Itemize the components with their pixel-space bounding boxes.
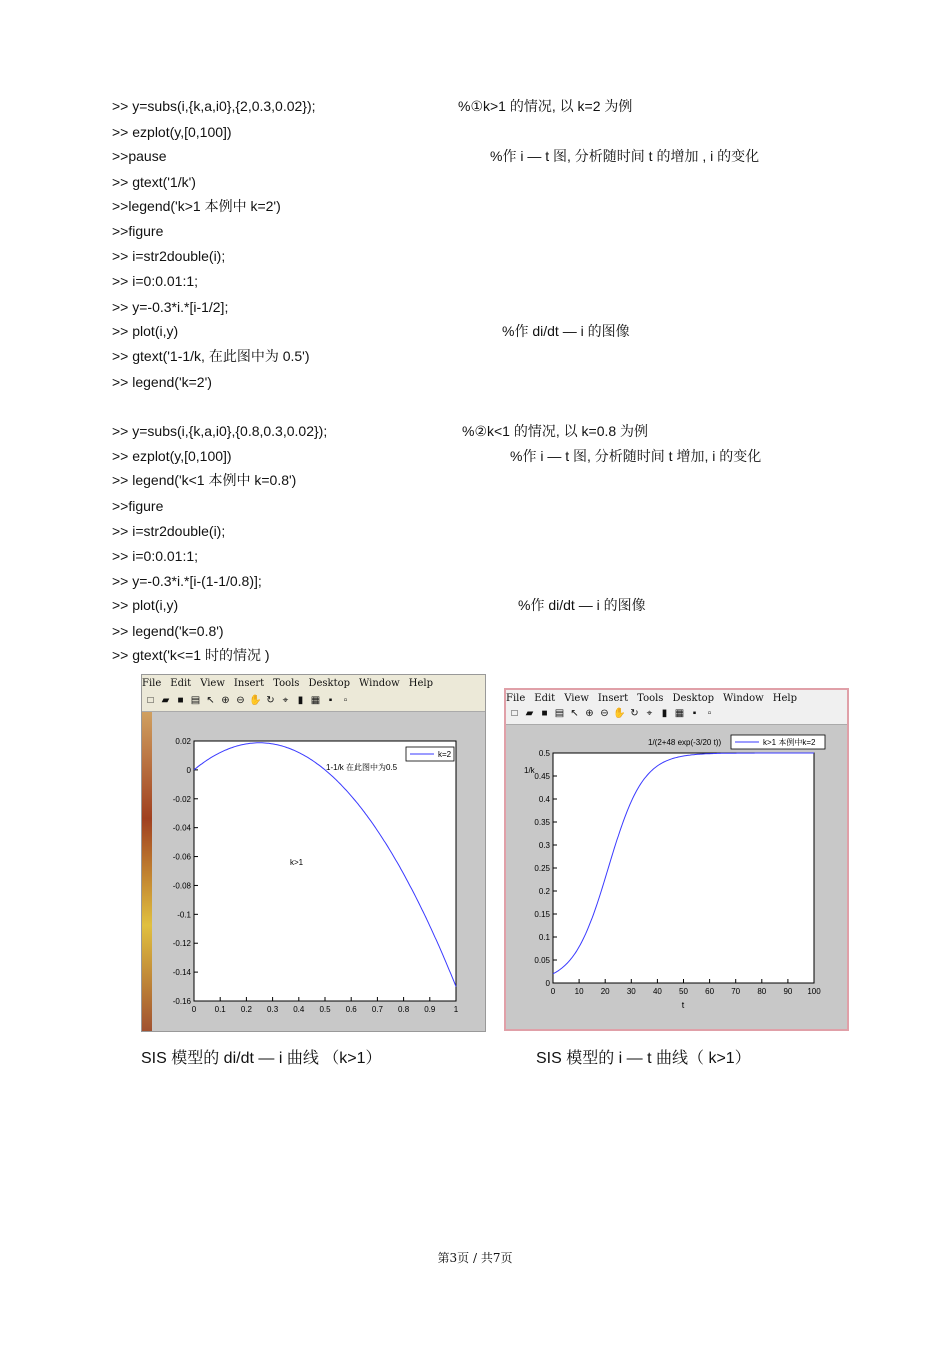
datacursor-icon[interactable]: ⌖ [282, 695, 289, 706]
show-icon[interactable]: ▫ [343, 695, 348, 706]
page-footer: 第3页 / 共7页 [437, 1251, 513, 1265]
chart-title: 1/(2+48 exp(-3/20 t)) [648, 738, 722, 747]
x-tick-label: 0.2 [240, 1005, 252, 1014]
code-line: >> ezplot(y,[0,100]) [112, 124, 232, 140]
y-tick-label: 0.4 [538, 795, 550, 804]
colorbar-icon[interactable]: ▮ [661, 708, 668, 719]
x-tick-label: 50 [679, 987, 688, 996]
desktop-strip [142, 712, 152, 1032]
x-tick-label: 80 [757, 987, 767, 996]
x-tick-label: 0.9 [424, 1005, 436, 1014]
code-line: >> gtext('k<=1 时的情况 ) [112, 647, 270, 663]
code-line: >> plot(i,y) [112, 597, 179, 613]
menu-insert[interactable]: Insert [597, 693, 629, 704]
code-line: >>figure [112, 498, 164, 514]
save-icon[interactable]: ■ [541, 708, 548, 719]
menu-view[interactable]: View [200, 678, 225, 689]
code-line: >> ezplot(y,[0,100]) [112, 448, 232, 464]
arrow-icon[interactable]: ↖ [570, 708, 579, 719]
x-tick-label: 0.4 [293, 1005, 305, 1014]
x-tick-label: 90 [783, 987, 793, 996]
new-icon[interactable]: □ [511, 708, 518, 719]
menu-bar [506, 690, 847, 706]
zoom-out-icon[interactable]: ⊖ [236, 695, 245, 706]
annotation: k>1 [290, 858, 304, 867]
print-icon[interactable]: ▤ [554, 708, 565, 719]
menu-tools[interactable]: Tools [637, 693, 664, 704]
code-comment: %②k<1 的情况, 以 k=0.8 为例 [462, 423, 649, 439]
y-tick-label: -0.08 [172, 881, 191, 891]
menu-help[interactable]: Help [772, 693, 797, 704]
menu-bar [142, 675, 485, 693]
datacursor-icon[interactable]: ⌖ [646, 708, 653, 719]
x-tick-label: 0.5 [319, 1005, 331, 1014]
rotate-icon[interactable]: ↻ [630, 708, 639, 719]
open-icon[interactable]: ▰ [161, 695, 170, 706]
menu-view[interactable]: View [564, 693, 589, 704]
x-axis-label: t [681, 1000, 685, 1010]
code-comment: %①k>1 的情况, 以 k=2 为例 [458, 98, 633, 114]
y-tick-label: 0.45 [534, 772, 550, 781]
code-line: >> legend('k<1 本例中 k=0.8') [112, 472, 297, 488]
di-dt-chart [152, 712, 486, 1032]
toolbar [142, 693, 485, 712]
pan-icon[interactable]: ✋ [613, 708, 626, 719]
legend-label: k>1 本例中k=2 [763, 738, 816, 747]
menu-window[interactable]: Window [723, 693, 764, 704]
code-line: >> y=-0.3*i.*[i-1/2]; [112, 299, 229, 315]
menu-window[interactable]: Window [359, 678, 400, 689]
code-line: >>legend('k>1 本例中 k=2') [112, 198, 281, 214]
y-tick-label: 0.15 [534, 910, 550, 919]
new-icon[interactable]: □ [147, 695, 154, 706]
menu-desktop[interactable]: Desktop [308, 678, 351, 689]
y-tick-label: 0.25 [534, 864, 550, 873]
y-tick-label: 0.35 [534, 818, 550, 827]
code-line: >> y=subs(i,{k,a,i0},{0.8,0.3,0.02}); [112, 423, 328, 439]
hide-icon[interactable]: ▪ [692, 708, 697, 719]
arrow-icon[interactable]: ↖ [206, 695, 215, 706]
y-tick-label: -0.12 [172, 939, 191, 949]
code-line: >> legend('k=2') [112, 374, 212, 390]
x-tick-label: 0 [191, 1005, 197, 1014]
y-tick-label: -0.14 [172, 968, 191, 978]
zoom-in-icon[interactable]: ⊕ [585, 708, 594, 719]
figure-window-left [141, 674, 486, 1032]
menu-desktop[interactable]: Desktop [672, 693, 715, 704]
menu-edit[interactable]: Edit [534, 693, 556, 704]
legend-icon[interactable]: ▦ [310, 695, 321, 706]
print-icon[interactable]: ▤ [190, 695, 201, 706]
x-tick-label: 0.3 [267, 1005, 279, 1014]
y-tick-label: 0.1 [538, 933, 550, 942]
legend-label: k=2 [438, 750, 452, 759]
y-tick-label: 0.2 [538, 887, 550, 896]
code-line: >> legend('k=0.8') [112, 623, 224, 639]
menu-file[interactable]: File [506, 693, 526, 704]
y-tick-label: 0.05 [534, 956, 550, 965]
y-tick-label: -0.16 [172, 997, 191, 1006]
code-comment: %作 i — t 图, 分析随时间 t 增加, i 的变化 [510, 448, 762, 464]
x-tick-label: 60 [705, 987, 715, 996]
y-tick-label: 0.02 [175, 737, 191, 746]
menu-tools[interactable]: Tools [273, 678, 300, 689]
x-tick-label: 20 [600, 987, 610, 996]
annotation: 1-1/k 在此图中为0.5 [326, 763, 398, 772]
code-line: >>figure [112, 223, 164, 239]
menu-file[interactable]: File [142, 678, 162, 689]
x-tick-label: 1 [453, 1005, 459, 1014]
x-tick-label: 0.7 [371, 1005, 383, 1014]
x-tick-label: 0.6 [345, 1005, 357, 1014]
hide-icon[interactable]: ▪ [328, 695, 333, 706]
menu-edit[interactable]: Edit [170, 678, 192, 689]
open-icon[interactable]: ▰ [525, 708, 534, 719]
pan-icon[interactable]: ✋ [249, 695, 262, 706]
save-icon[interactable]: ■ [177, 695, 184, 706]
x-tick-label: 40 [652, 987, 662, 996]
code-line: >> i=str2double(i); [112, 523, 226, 539]
caption-left: SIS 模型的 di/dt — i 曲线 （k>1） [141, 1050, 382, 1067]
zoom-out-icon[interactable]: ⊖ [600, 708, 609, 719]
y-tick-label: 0.5 [538, 749, 550, 758]
annotation: 1/k [524, 766, 535, 775]
x-tick-label: 100 [807, 987, 821, 996]
y-tick-label: 0.3 [538, 841, 550, 850]
code-line: >> y=subs(i,{k,a,i0},{2,0.3,0.02}); [112, 98, 316, 114]
y-tick-label: -0.06 [172, 852, 191, 862]
toolbar [506, 706, 847, 725]
legend-icon[interactable]: ▦ [674, 708, 685, 719]
y-tick-label: 0 [545, 979, 550, 988]
x-tick-label: 30 [626, 987, 636, 996]
y-tick-label: -0.04 [172, 823, 191, 833]
code-line: >> gtext('1/k') [112, 174, 196, 190]
y-tick-label: 0 [186, 765, 191, 775]
menu-insert[interactable]: Insert [233, 678, 265, 689]
show-icon[interactable]: ▫ [707, 708, 712, 719]
x-tick-label: 70 [731, 987, 741, 996]
plot-area [194, 741, 456, 1001]
figure-window-right [504, 688, 849, 1031]
code-line: >> i=str2double(i); [112, 248, 226, 264]
y-tick-label: -0.1 [177, 910, 191, 920]
code-comment: %作 i — t 图, 分析随时间 t 的增加 , i 的变化 [490, 148, 760, 164]
i-t-chart [506, 725, 847, 1029]
x-tick-label: 0 [550, 987, 556, 996]
code-line: >> gtext('1-1/k, 在此图中为 0.5') [112, 348, 310, 364]
code-line: >> y=-0.3*i.*[i-(1-1/0.8)]; [112, 573, 262, 589]
menu-help[interactable]: Help [408, 678, 433, 689]
code-line: >>pause [112, 148, 167, 164]
code-comment: %作 di/dt — i 的图像 [518, 597, 646, 613]
caption-right: SIS 模型的 i — t 曲线（ k>1） [536, 1050, 751, 1067]
plot-area [553, 753, 814, 983]
colorbar-icon[interactable]: ▮ [297, 695, 304, 706]
code-line: >> plot(i,y) [112, 323, 179, 339]
x-tick-label: 0.1 [214, 1005, 226, 1014]
code-line: >> i=0:0.01:1; [112, 548, 199, 564]
y-tick-label: -0.02 [172, 794, 191, 804]
rotate-icon[interactable]: ↻ [266, 695, 275, 706]
code-line: >> i=0:0.01:1; [112, 273, 199, 289]
zoom-in-icon[interactable]: ⊕ [221, 695, 230, 706]
x-tick-label: 0.8 [398, 1005, 410, 1014]
x-tick-label: 10 [574, 987, 584, 996]
code-comment: %作 di/dt — i 的图像 [502, 323, 630, 339]
